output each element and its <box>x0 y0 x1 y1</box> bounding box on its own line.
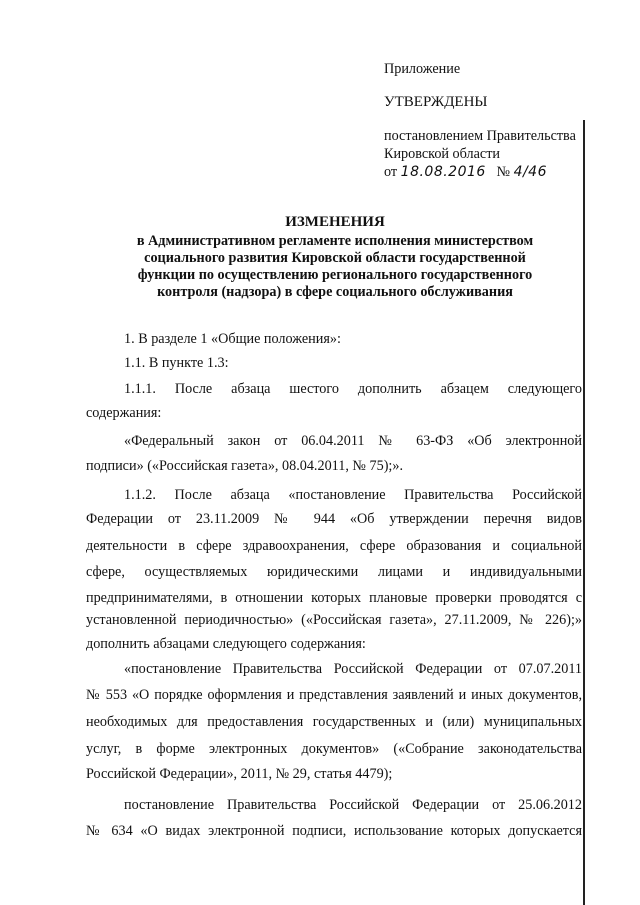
resolution-634-line-1: постановление Правительства Российской Федерации от 25.06.2012 <box>124 797 582 813</box>
handwritten-date: 18.08.2016 <box>400 164 486 180</box>
item-1-1-2-line-3: деятельности в сфере здравоохранения, сфере образования и социальной <box>86 538 582 554</box>
approved-label: УТВЕРЖДЕНЫ <box>384 94 488 110</box>
date-prefix: от <box>384 164 398 180</box>
item-1-1-paragraph: 1.1. В пункте 1.3: <box>124 355 229 371</box>
item-1-1-2-line-5: предпринимателями, в отношении которых плановые проверки проводятся с <box>86 590 582 606</box>
resolution-date-line <box>384 163 547 181</box>
title-line-4: контроля (надзора) в сфере социального обслуживания <box>157 284 513 300</box>
number-prefix: № <box>496 164 511 180</box>
document-title: ИЗМЕНЕНИЯ <box>285 214 385 230</box>
resolution-553-line-5: Российской Федерации», 2011, № 29, статья 4479); <box>86 766 393 782</box>
resolution-553-line-3: необходимых для предоставления государственных и (или) муниципальных <box>86 714 582 730</box>
item-1-1-1-line-2: содержания: <box>86 405 162 421</box>
resolution-553-line-4: услуг, в форме электронных документов» («Собрание законодательства <box>86 741 582 757</box>
scan-edge-line <box>583 120 585 905</box>
item-1-1-2-line-6: установленной периодичностью» («Российская газета», 27.11.2009, № 226);» <box>86 612 582 628</box>
title-line-3: функции по осуществлению регионального государственного <box>137 267 533 283</box>
resolution-553-line-2: № 553 «О порядке оформления и представления заявлений и иных документов, <box>86 687 582 703</box>
item-1-1-2-line-7: дополнить абзацами следующего содержания: <box>86 636 366 652</box>
title-line-2: социального развития Кировской области государственной <box>144 250 526 266</box>
item-1-1-2-line-1: 1.1.2. После абзаца «постановление Правительства Российской <box>124 487 582 503</box>
item-1-1-2-line-2: Федерации от 23.11.2009 № 944 «Об утверждении перечня видов <box>86 511 582 527</box>
title-line-1: в Административном регламенте исполнения министерством <box>136 233 534 249</box>
resolution-553-line-1: «постановление Правительства Российской Федерации от 07.07.2011 <box>124 661 582 677</box>
federal-law-line-1: «Федеральный закон от 06.04.2011 № 63-ФЗ «Об электронной <box>124 433 582 449</box>
appendix-label: Приложение <box>384 61 461 77</box>
item-1-1-2-line-4: сфере, осуществляемых юридическими лицами и индивидуальными <box>86 564 582 580</box>
resolution-line-1: постановлением Правительства <box>384 128 576 144</box>
federal-law-line-2: подписи» («Российская газета», 08.04.2011, № 75);». <box>86 458 404 474</box>
section-1-paragraph: 1. В разделе 1 «Общие положения»: <box>124 331 341 347</box>
resolution-634-line-2: № 634 «О видах электронной подписи, использование которых допускается <box>86 823 582 839</box>
resolution-line-2: Кировской области <box>384 146 500 162</box>
item-1-1-1-line-1: 1.1.1. После абзаца шестого дополнить абзацем следующего <box>124 381 582 397</box>
handwritten-number: 4/46 <box>513 164 548 180</box>
